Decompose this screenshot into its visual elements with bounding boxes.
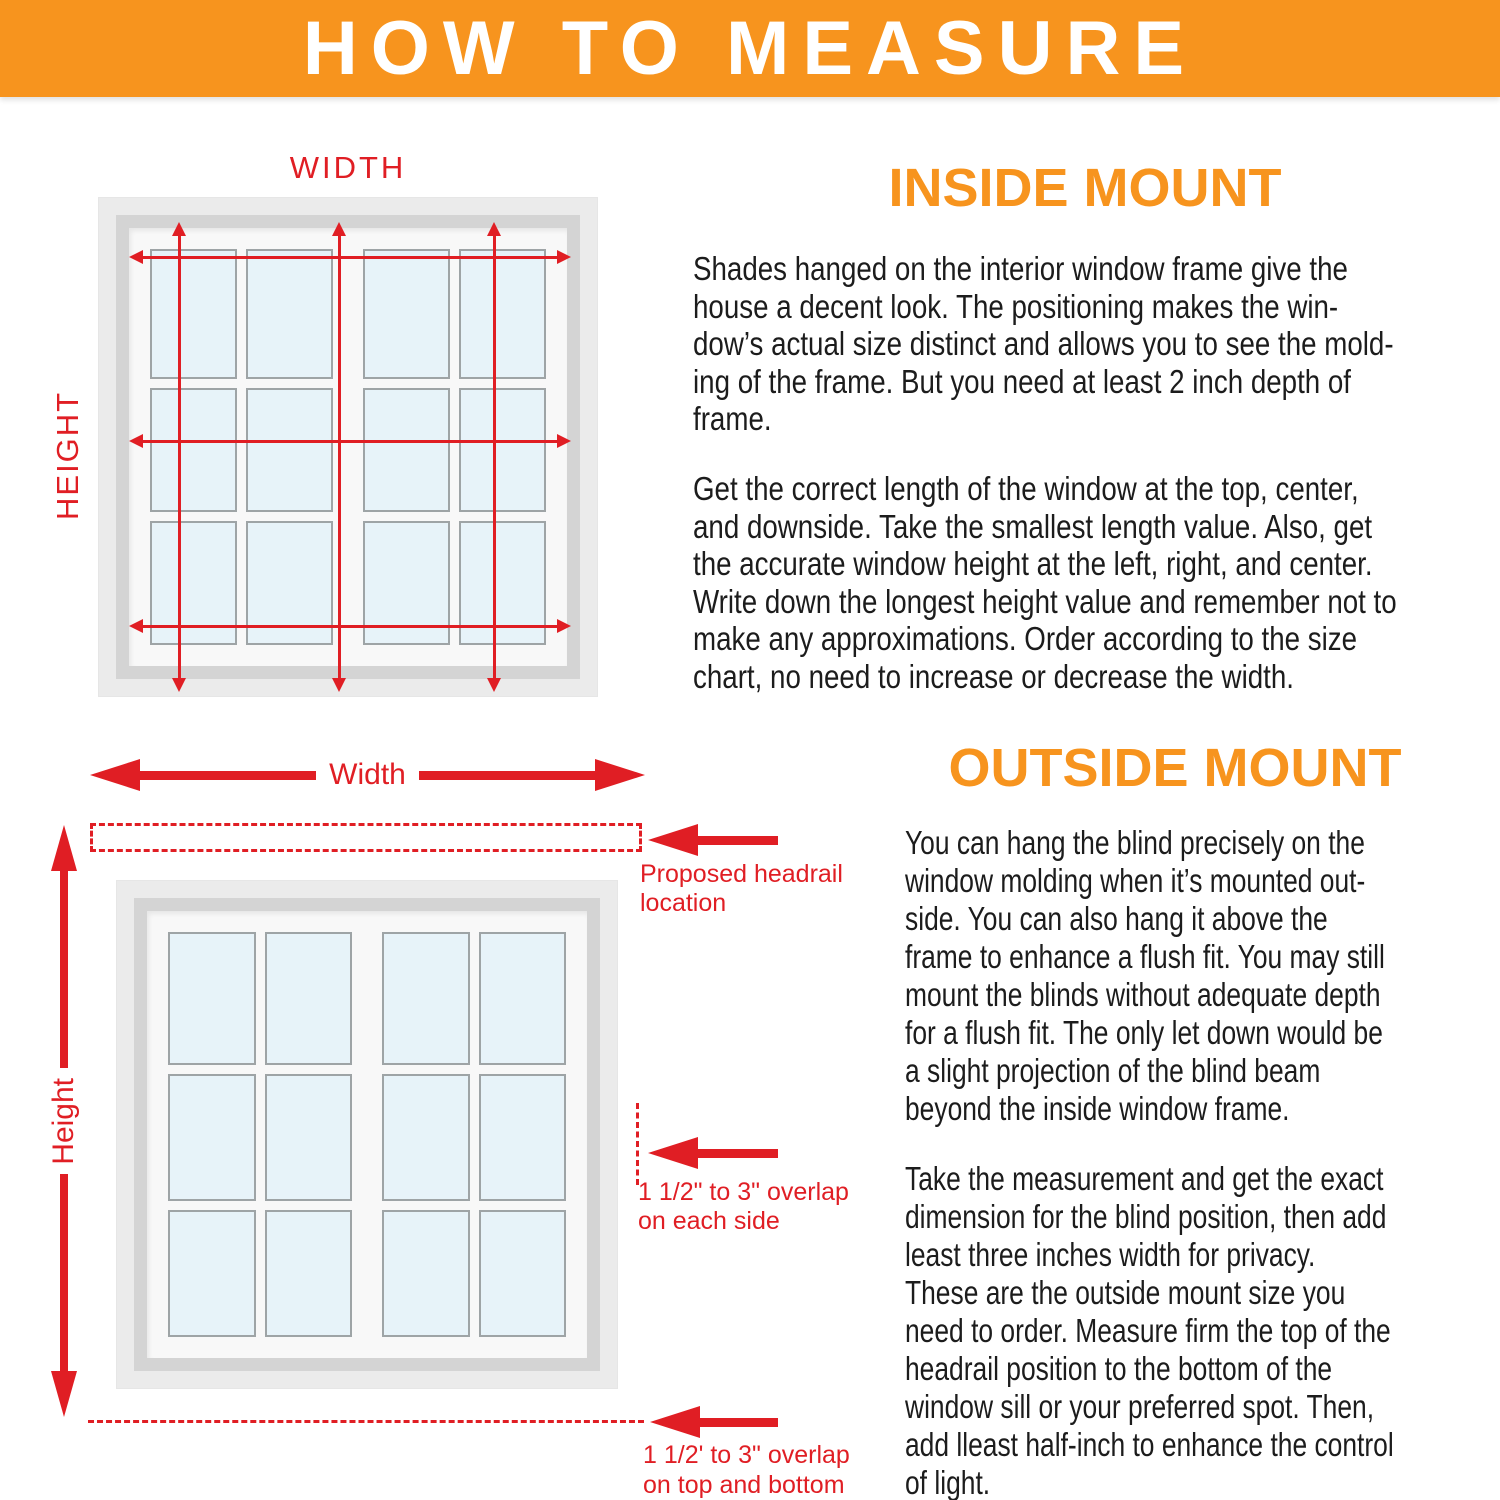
window-inner-frame <box>129 228 567 666</box>
text-line: These are the outside mount size you <box>905 1274 1346 1311</box>
text-line: add lleast half-inch to enhance the control <box>905 1426 1394 1463</box>
outside-mount-paragraph-2 <box>905 1160 1394 1500</box>
page-title: HOW TO MEASURE <box>302 6 1198 91</box>
bottom-height-label: Height <box>47 1077 80 1165</box>
arrow-down-head <box>51 1371 77 1417</box>
window-pane <box>150 388 237 512</box>
window-pane <box>265 932 353 1065</box>
header-banner <box>0 0 1500 97</box>
outside-mount-heading: OUTSIDE MOUNT <box>948 738 1402 798</box>
text-line: headrail position to the bottom of the <box>905 1350 1333 1387</box>
text-line: a slight projection of the blind beam <box>905 1052 1321 1089</box>
window-pane <box>382 1074 470 1201</box>
bottom-overlap-note <box>643 1440 850 1500</box>
window-pane <box>382 1210 470 1337</box>
arrow-up-head <box>51 825 77 871</box>
bottom-width-label: Width <box>329 758 406 791</box>
window-pane <box>246 388 333 512</box>
side-overlap-dashed-line <box>636 1103 639 1185</box>
window-illustration-top <box>99 198 597 696</box>
text-line: frame. <box>693 400 772 437</box>
vertical-measure-arrow-center <box>338 236 341 678</box>
window-pane <box>265 1210 353 1337</box>
bottom-width-measure-arrow <box>90 759 645 791</box>
window-pane <box>168 1074 256 1201</box>
text-line: and downside. Take the smallest length value. Also, get <box>693 507 1373 545</box>
window-sash-right <box>382 932 566 1337</box>
top-width-label: WIDTH <box>289 150 407 185</box>
window-pane <box>363 249 450 379</box>
arrow-left-head <box>650 1406 700 1438</box>
text-line: Get the correct length of the window at the top, center, <box>693 470 1359 507</box>
text-line: house a decent look. The positioning makes the win- <box>693 287 1339 325</box>
text-line: You can hang the blind precisely on the <box>905 824 1365 861</box>
text-line: beyond the inside window frame. <box>905 1090 1290 1127</box>
arrow-shaft <box>698 1149 778 1158</box>
window-sash-right <box>363 249 546 645</box>
headrail-note <box>640 860 843 918</box>
window-pane <box>459 249 546 379</box>
arrow-shaft <box>698 836 778 845</box>
vertical-measure-arrow-right <box>493 236 496 678</box>
window-pane <box>479 1210 567 1337</box>
text-line: side. You can also hang it above the <box>905 900 1328 937</box>
text-line: of light. <box>905 1464 991 1500</box>
text-line: Take the measurement and get the exact <box>905 1160 1384 1197</box>
arrow-left-head <box>90 759 140 791</box>
arrow-shaft <box>419 771 595 780</box>
window-pane <box>246 249 333 379</box>
arrow-left-head <box>648 1137 698 1169</box>
inside-mount-paragraph-2 <box>693 470 1397 695</box>
window-pane <box>459 388 546 512</box>
text-line: Shades hanged on the interior window frame give the <box>693 250 1348 287</box>
bottom-overlap-dashed-line <box>88 1420 644 1423</box>
window-pane <box>265 1074 353 1201</box>
arrow-shaft <box>60 871 68 1068</box>
arrow-right-head <box>595 759 645 791</box>
text-line: ing of the frame. But you need at least 2 inch depth of <box>693 362 1352 400</box>
window-pane <box>363 388 450 512</box>
window-pane <box>168 932 256 1065</box>
arrow-shaft <box>700 1418 778 1427</box>
vertical-measure-arrow-left <box>178 236 181 678</box>
outside-mount-paragraph-1 <box>905 824 1385 1128</box>
window-pane <box>168 1210 256 1337</box>
text-line: mount the blinds without adequate depth <box>905 976 1381 1013</box>
side-overlap-note <box>638 1178 849 1236</box>
arrow-shaft <box>60 1174 68 1371</box>
text-line: for a flush fit. The only let down would be <box>905 1014 1383 1051</box>
window-sash-left <box>168 932 352 1337</box>
window-frame-bevel <box>116 215 580 679</box>
bottom-height-measure-arrow <box>46 825 82 1417</box>
inside-mount-heading: INSIDE MOUNT <box>888 158 1282 218</box>
text-line: chart, no need to increase or decrease the width. <box>693 657 1294 695</box>
text-line: least three inches width for privacy. <box>905 1236 1316 1273</box>
note-line: location <box>640 889 727 917</box>
window-inner-frame <box>147 911 587 1358</box>
note-line: on each side <box>638 1207 780 1235</box>
window-frame-bevel <box>134 898 600 1371</box>
text-line: frame to enhance a flush fit. You may still <box>905 938 1385 975</box>
text-line: Write down the longest height value and remember not to <box>693 582 1397 620</box>
note-line: on top and bottom <box>643 1471 845 1499</box>
text-line: need to order. Measure firm the top of the <box>905 1312 1391 1349</box>
arrow-shaft <box>140 771 316 780</box>
bottom-overlap-pointer-arrow <box>650 1406 778 1438</box>
text-line: dimension for the blind position, then add <box>905 1198 1387 1235</box>
text-line: make any approximations. Order according to the size <box>693 620 1358 657</box>
note-line: Proposed headrail <box>640 860 843 888</box>
note-line: 1 1/2' to 3" overlap <box>643 1441 850 1469</box>
side-overlap-pointer-arrow <box>648 1137 778 1169</box>
window-pane <box>479 932 567 1065</box>
text-line: window molding when it’s mounted out- <box>905 862 1366 899</box>
text-line: the accurate window height at the left, right, and center. <box>693 545 1373 582</box>
text-line: dow’s actual size distinct and allows you to see the mold- <box>693 325 1394 362</box>
headrail-dashed-outline <box>90 823 642 852</box>
headrail-pointer-arrow <box>648 824 778 856</box>
window-pane <box>382 932 470 1065</box>
arrow-left-head <box>648 824 698 856</box>
window-pane <box>150 249 237 379</box>
top-height-label: HEIGHT <box>50 390 85 520</box>
note-line: 1 1/2" to 3" overlap <box>638 1178 849 1206</box>
window-illustration-bottom <box>117 881 617 1388</box>
inside-mount-paragraph-1 <box>693 250 1394 438</box>
window-pane <box>479 1074 567 1201</box>
text-line: window sill or your preferred spot. Then, <box>905 1388 1375 1425</box>
